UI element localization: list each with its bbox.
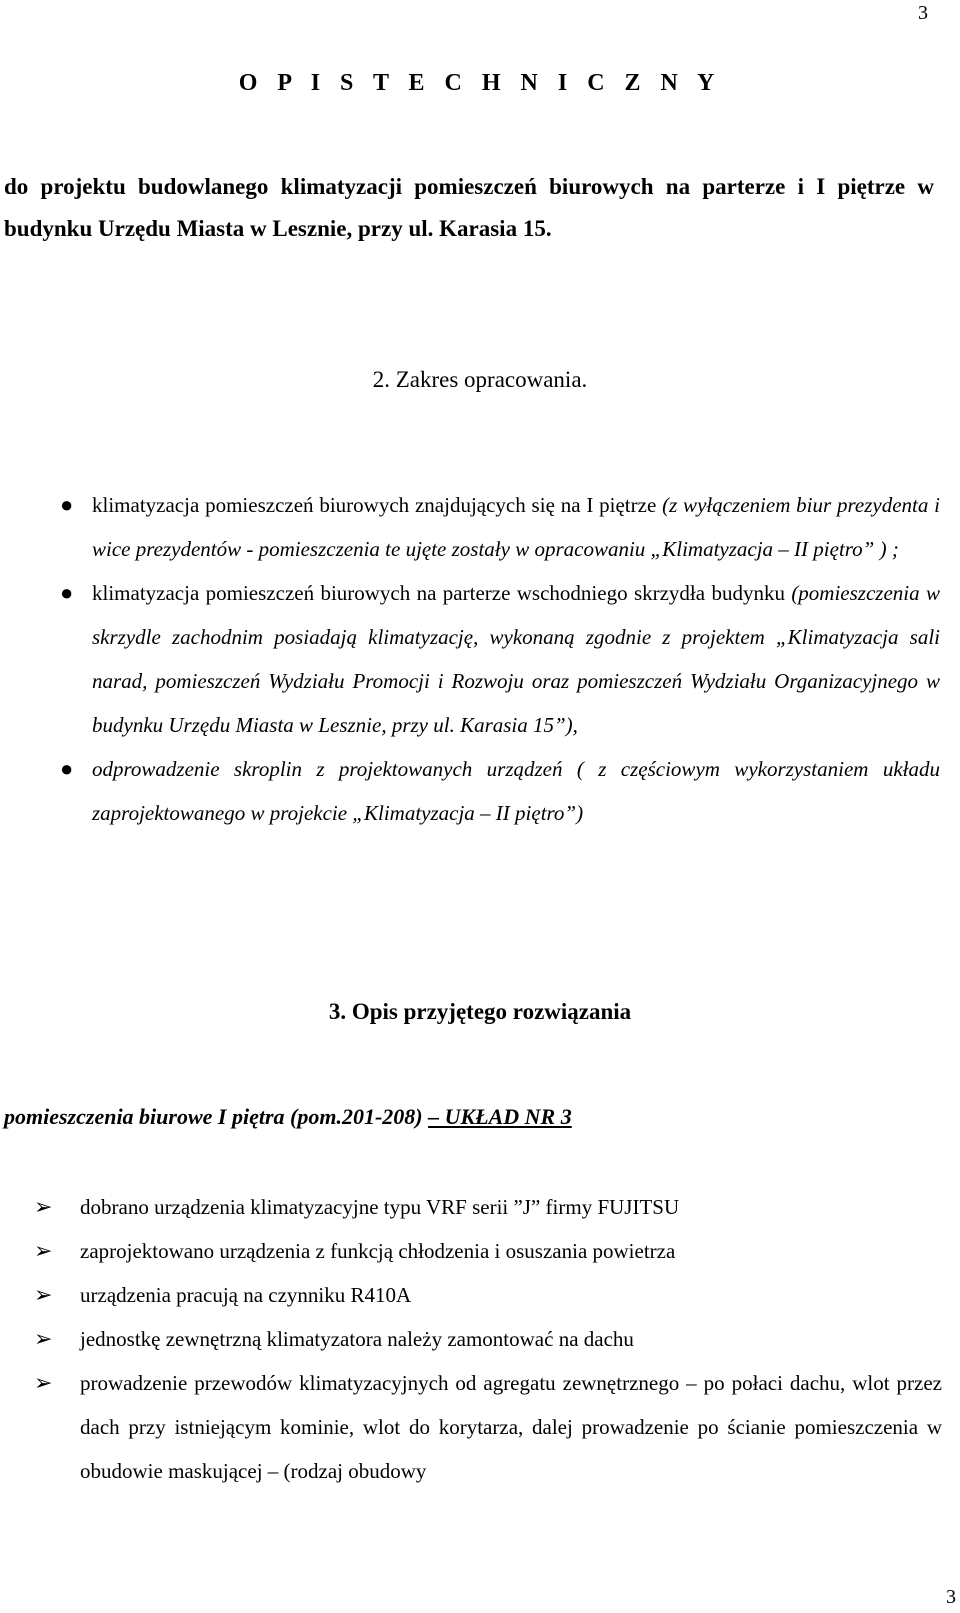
list-item (0, 1273, 960, 1317)
bullet-dot-icon: ● (60, 580, 74, 605)
list-item-italic-text: (z wyłączeniem biur prezydenta i wice prezydentów - pomieszczenia te ujęte zostały w opracowaniu „Klimatyzacja – II piętro” ) ; (92, 493, 940, 561)
section-3-heading: 3. Opis przyjętego rozwiązania (328, 999, 632, 1024)
list-item-text: urządzenia pracują na czynniku R410A (80, 1283, 412, 1307)
section-2-heading: 2. Zakres opracowania. (372, 367, 588, 392)
list-item-text: klimatyzacja pomieszczeń biurowych znajdujących się na I piętrze (92, 493, 663, 517)
list-item-text: jednostkę zewnętrzną klimatyzatora należy zamontować na dachu (80, 1327, 634, 1351)
list-item-text: zaprojektowano urządzenia z funkcją chłodzenia i osuszania powietrza (80, 1239, 676, 1263)
list-item (0, 1185, 960, 1229)
list-item (0, 1361, 960, 1493)
list-item (0, 747, 960, 835)
intro-paragraph: do projektu budowlanego klimatyzacji pomieszczeń biurowych na parterze i I piętrze w budynku Urzędu Miasta w Lesznie, przy ul. Karasia 15. (4, 174, 934, 241)
arrow-bullet-icon: ➢ (34, 1326, 53, 1351)
list-item (0, 1229, 960, 1273)
arrow-bullet-icon: ➢ (34, 1370, 53, 1395)
list-item (0, 571, 960, 747)
list-item (0, 1317, 960, 1361)
system-subheading (4, 1104, 572, 1130)
subheading-prefix: pomieszczenia biurowe I piętra (pom.201-208) (4, 1104, 429, 1129)
bullet-dot-icon: ● (60, 492, 74, 517)
list-item-italic-text: odprowadzenie skroplin z projektowanych urządzeń ( z częściowym wykorzystaniem układu zaprojektowanego w projekcie „Klimatyzacja – II piętro”) (92, 757, 940, 825)
list-item-text: dobrano urządzenia klimatyzacyjne typu VRF serii ”J” firmy FUJITSU (80, 1195, 680, 1219)
scope-bullet-list (0, 483, 960, 835)
page-number-top: 3 (918, 2, 928, 24)
subheading-system-label: – UKŁAD NR 3 (428, 1104, 572, 1129)
solution-arrow-list (0, 1185, 960, 1493)
page-number-bottom: 3 (946, 1586, 956, 1608)
list-item-text: klimatyzacja pomieszczeń biurowych na parterze wschodniego skrzydła budynku (92, 581, 792, 605)
arrow-bullet-icon: ➢ (34, 1238, 53, 1263)
list-item-text: prowadzenie przewodów klimatyzacyjnych od agregatu zewnętrznego – po połaci dachu, wlot przez dach przy istniejącym kominie, wlot do korytarza, dalej prowadzenie po ścianie pomieszczenia w obudowie maskującej – (rodzaj obudowy (80, 1371, 942, 1483)
arrow-bullet-icon: ➢ (34, 1194, 53, 1219)
list-item-italic-text: (pomieszczenia w skrzydle zachodnim posiadają klimatyzację, wykonaną zgodnie z projektem „Klimatyzacja sali narad, pomieszczeń Wydziału Promocji i Rozwoju oraz pomieszczeń Wydziału Organizacyjnego w budynku Urzędu Miasta w Lesznie, przy ul. Karasia 15”), (92, 581, 940, 737)
arrow-bullet-icon: ➢ (34, 1282, 53, 1307)
bullet-dot-icon: ● (60, 756, 74, 781)
document-title: O P I S T E C H N I C Z N Y (238, 70, 722, 96)
list-item (0, 483, 960, 571)
